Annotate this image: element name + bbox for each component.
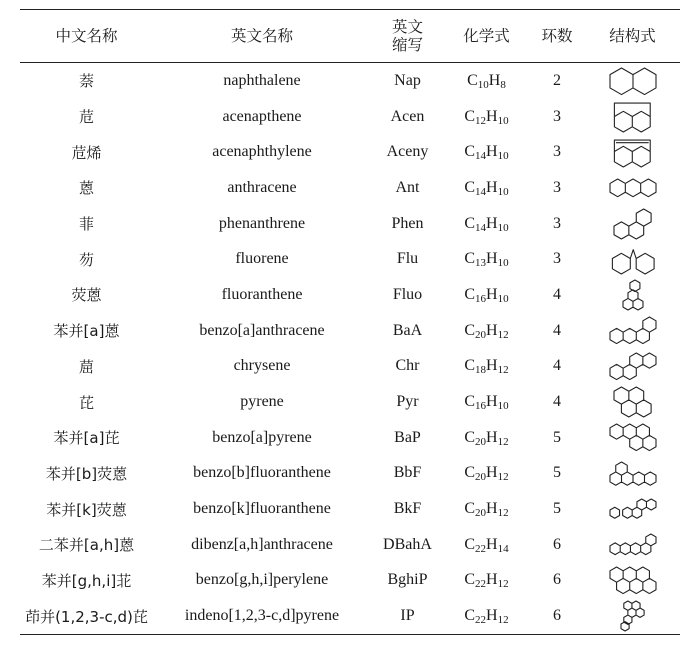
en-name-cell: phenanthrene (218, 214, 306, 232)
abbr-cell: Aceny (386, 143, 429, 161)
formula-cell: $C_{20}H_{12}$ (464, 464, 509, 484)
en-name-cell: naphthalene (223, 71, 301, 89)
en-name-cell: benzo[b]fluoranthene (193, 464, 331, 482)
indeno-pyrene-structure-icon-path (621, 601, 644, 631)
formula-h-count: 12 (497, 435, 509, 448)
table-row (20, 456, 680, 492)
en-name-cell: benzo[g,h,i]perylene (195, 571, 329, 589)
cn-name-cell: 苯并[a]蒽 (53, 322, 120, 341)
abbr-cell: DBahA (383, 535, 432, 553)
structure-cell (585, 384, 680, 420)
chrysene-structure-icon (608, 351, 658, 382)
fluorene-structure-icon-path (612, 250, 654, 274)
formula-h-count: 12 (497, 578, 509, 591)
cn-name-cell: 苯并[b]荧蒽 (45, 464, 128, 483)
abbr-cell: BghiP (387, 571, 428, 589)
structure-cell (585, 206, 680, 242)
formula-c-count: 14 (475, 221, 487, 234)
formula-c-count: 14 (475, 150, 487, 163)
header-abbr (371, 10, 444, 63)
formula-h-count: 10 (497, 114, 509, 127)
table-body (20, 63, 680, 635)
header-en-name: 英文名称 (153, 10, 371, 63)
formula-h-count: 10 (497, 221, 509, 234)
table-row (20, 527, 680, 563)
structure-cell (585, 527, 680, 563)
acenaphthylene-structure-icon (611, 135, 654, 169)
table-row (20, 63, 680, 99)
structure-cell (585, 598, 680, 634)
formula-h-count: 12 (497, 471, 509, 484)
en-name-cell: fluorene (235, 250, 289, 268)
naphthalene-structure-icon-path (610, 68, 656, 95)
table-row (20, 491, 680, 527)
header-formula: 化学式 (444, 10, 529, 63)
fluorene-structure-icon (609, 242, 656, 276)
formula-h-count: 12 (497, 328, 509, 341)
benzo-ghi-perylene-structure-icon-path (609, 567, 655, 594)
table-row (20, 99, 680, 135)
acenaphthylene-structure-icon-path (615, 140, 651, 167)
fluoranthene-structure-icon-path (623, 280, 643, 310)
cn-name-cell: 萘 (78, 72, 94, 91)
ring-count-cell: 3 (553, 214, 561, 232)
table-row (20, 241, 680, 277)
en-name-cell: chrysene (233, 357, 291, 375)
chrysene-structure-icon-path (609, 353, 655, 380)
formula-c-count: 14 (475, 185, 487, 198)
formula-cell: $C_{13}H_{10}$ (464, 250, 509, 270)
structure-cell (585, 313, 680, 349)
formula-cell: $C_{12}H_{10}$ (464, 107, 509, 127)
benzo-k-fluoranthene-structure-icon-path (609, 499, 655, 518)
abbr-cell: Acen (390, 107, 425, 125)
en-name-cell: benzo[a]pyrene (212, 428, 312, 446)
abbr-cell: Pyr (396, 393, 419, 411)
ring-count-cell: 6 (529, 598, 585, 634)
formula-cell: $C_{16}H_{10}$ (464, 285, 509, 305)
ring-count-cell: 5 (553, 500, 561, 518)
table-header-row (20, 10, 680, 63)
phenanthrene-structure-icon (612, 207, 653, 241)
benzo-b-fluoranthene-structure-icon (608, 460, 658, 487)
abbr-cell: BkF (393, 500, 422, 518)
pyrene-structure-icon (612, 385, 653, 419)
cn-name-cell: 菲 (78, 215, 94, 234)
header-abbr-line2: 缩写 (391, 36, 423, 54)
formula-h-count: 10 (497, 150, 509, 163)
abbr-cell: Phen (391, 214, 424, 232)
abbr-cell: Nap (394, 71, 421, 89)
structure-cell (585, 349, 680, 385)
cn-name-cell: 苯并[a]芘 (53, 429, 120, 448)
formula-cell: $C_{10}H_8$ (467, 71, 506, 91)
ring-count-cell: 4 (553, 321, 561, 339)
structure-cell (585, 420, 680, 456)
formula-c-count: 13 (475, 257, 487, 270)
structure-cell (585, 456, 680, 492)
cn-name-cell: 芴 (78, 250, 94, 269)
indeno-pyrene-structure-icon (619, 599, 646, 633)
table-row (20, 420, 680, 456)
formula-cell: $C_{14}H_{10}$ (464, 143, 509, 163)
cn-name-cell: 苯并[g,h,i]苝 (41, 571, 132, 590)
header-cn-name: 中文名称 (20, 10, 153, 63)
benzo-a-anthracene-structure-icon-path (609, 317, 655, 344)
header-rings: 环数 (529, 10, 585, 63)
en-name-cell: indeno[1,2,3-c,d]pyrene (153, 598, 371, 634)
header-abbr-line1: 英文 (391, 18, 423, 36)
cn-name-cell: 苊 (78, 108, 94, 127)
ring-count-cell: 6 (553, 535, 561, 553)
formula-cell: $C_{16}H_{10}$ (464, 393, 509, 413)
benzo-b-fluoranthene-structure-icon-path (609, 462, 655, 485)
en-name-cell: fluoranthene (221, 285, 303, 303)
formula-c-count: 20 (475, 507, 487, 520)
formula-cell: $C_{20}H_{12}$ (464, 500, 509, 520)
cn-name-cell: 荧蒽 (71, 286, 102, 305)
formula-h-count: 10 (497, 400, 509, 413)
table-row (20, 134, 680, 170)
en-name-cell: benzo[a]anthracene (199, 321, 325, 339)
fluoranthene-structure-icon (621, 278, 645, 312)
table-row (20, 313, 680, 349)
ring-count-cell: 3 (553, 143, 561, 161)
formula-cell: $C_{22}H_{12}$ (444, 598, 529, 634)
abbr-cell: BbF (393, 464, 422, 482)
anthracene-structure-icon-path (610, 179, 656, 197)
header-structure: 结构式 (585, 10, 680, 63)
dibenz-a-h-anthracene-structure-icon (608, 532, 658, 557)
table-row (20, 598, 680, 634)
table-row (20, 349, 680, 385)
formula-h-count: 10 (497, 185, 509, 198)
ring-count-cell: 3 (553, 250, 561, 268)
formula-c-count: 20 (475, 471, 487, 484)
en-name-cell: pyrene (240, 393, 284, 411)
ring-count-cell: 4 (553, 393, 561, 411)
pyrene-structure-icon-path (614, 387, 651, 417)
cn-name-cell: 苊烯 (71, 143, 102, 162)
cn-name-cell: 蒽 (78, 179, 94, 198)
formula-h-count: 12 (497, 614, 509, 627)
structure-cell (585, 134, 680, 170)
ring-count-cell: 3 (553, 178, 561, 196)
structure-cell (585, 63, 680, 99)
cn-name-cell: 二苯并[a,h]蒽 (38, 536, 135, 555)
abbr-cell: Flu (396, 250, 419, 268)
formula-h-count: 14 (497, 542, 509, 555)
formula-cell: $C_{14}H_{10}$ (464, 214, 509, 234)
formula-c-count: 18 (475, 364, 487, 377)
formula-cell: $C_{22}H_{14}$ (464, 535, 509, 555)
structure-cell (585, 99, 680, 135)
benzo-k-fluoranthene-structure-icon (608, 497, 658, 520)
phenanthrene-structure-icon-path (614, 209, 651, 239)
benzo-a-pyrene-structure-icon (608, 422, 658, 453)
ring-count-cell: 3 (553, 107, 561, 125)
formula-h-count: 12 (497, 364, 509, 377)
benzo-a-anthracene-structure-icon (608, 315, 658, 346)
formula-c-count: 22 (475, 614, 487, 627)
formula-c-count: 22 (475, 578, 487, 591)
table-row (20, 277, 680, 313)
formula-cell: $C_{20}H_{12}$ (464, 428, 509, 448)
structure-cell (585, 563, 680, 599)
en-name-cell: benzo[k]fluoranthene (193, 500, 331, 518)
en-name-cell: anthracene (227, 178, 297, 196)
structure-cell (585, 491, 680, 527)
acenaphthene-structure-icon (611, 100, 654, 134)
cn-name-cell: 茚并(1,2,3-c,d)芘 (20, 598, 153, 634)
dibenz-a-h-anthracene-structure-icon-path (609, 534, 655, 555)
ring-count-cell: 4 (553, 285, 561, 303)
ring-count-cell: 4 (553, 357, 561, 375)
ring-count-cell: 5 (553, 464, 561, 482)
formula-c-count: 16 (475, 292, 487, 305)
cn-name-cell: 䓛 (78, 357, 94, 376)
en-name-cell: dibenz[a,h]anthracene (191, 535, 333, 553)
abbr-cell: Fluo (392, 285, 423, 303)
formula-c-count: 16 (475, 400, 487, 413)
abbr-cell: Ant (395, 178, 420, 196)
table-row (20, 170, 680, 206)
acenaphthene-structure-icon-path (615, 103, 651, 132)
abbr-cell: BaA (392, 321, 423, 339)
formula-cell: $C_{18}H_{12}$ (464, 357, 509, 377)
abbr-cell: Chr (395, 357, 420, 375)
formula-c-count: 10 (477, 78, 489, 91)
ring-count-cell: 2 (553, 71, 561, 89)
table-row (20, 563, 680, 599)
formula-cell: $C_{22}H_{12}$ (464, 571, 509, 591)
abbr-cell: BaP (394, 428, 421, 446)
table-row (20, 206, 680, 242)
structure-cell (585, 277, 680, 313)
formula-cell: $C_{14}H_{10}$ (464, 178, 509, 198)
formula-c-count: 12 (475, 114, 487, 127)
structure-cell (585, 170, 680, 206)
formula-c-count: 20 (475, 435, 487, 448)
formula-h-count: 10 (497, 257, 509, 270)
formula-h-count: 10 (497, 292, 509, 305)
pah-table (20, 9, 680, 635)
en-name-cell: acenaphthylene (212, 143, 312, 161)
en-name-cell: acenapthene (222, 107, 302, 125)
cn-name-cell: 苯并[k]荧蒽 (46, 500, 127, 519)
formula-h-count: 12 (497, 507, 509, 520)
ring-count-cell: 5 (553, 428, 561, 446)
formula-c-count: 20 (475, 328, 487, 341)
benzo-ghi-perylene-structure-icon (608, 565, 658, 596)
abbr-cell: IP (371, 598, 444, 634)
formula-c-count: 22 (475, 542, 487, 555)
formula-h-count: 8 (500, 78, 506, 91)
benzo-a-pyrene-structure-icon-path (609, 424, 655, 451)
naphthalene-structure-icon (608, 66, 658, 97)
anthracene-structure-icon (608, 177, 658, 199)
table-row (20, 384, 680, 420)
structure-cell (585, 241, 680, 277)
ring-count-cell: 6 (553, 571, 561, 589)
formula-cell: $C_{20}H_{12}$ (464, 321, 509, 341)
cn-name-cell: 芘 (78, 393, 94, 412)
